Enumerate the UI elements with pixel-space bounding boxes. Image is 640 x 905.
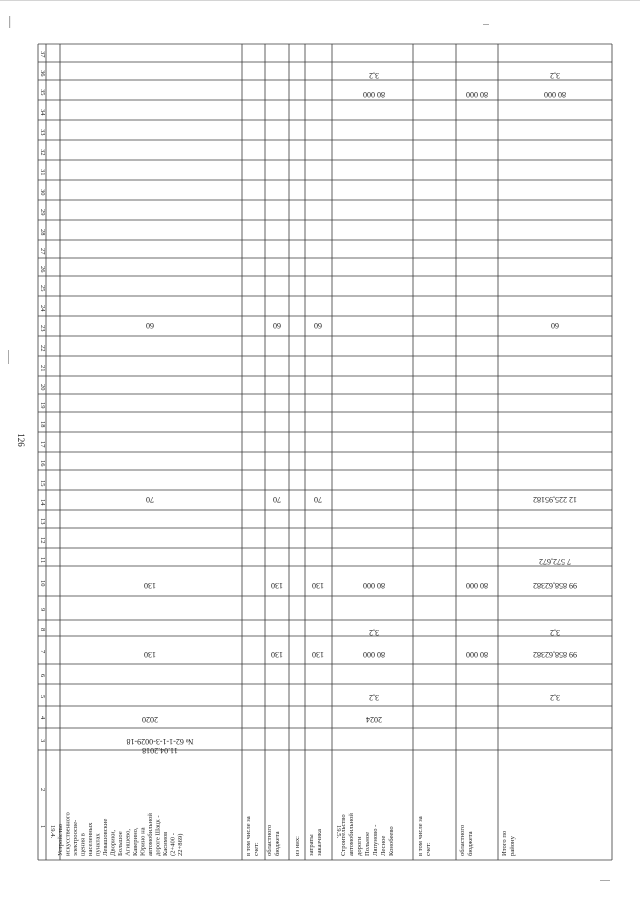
value-cell: 130 <box>271 581 283 590</box>
column-number: 26 <box>39 266 46 273</box>
column-number: 15 <box>39 480 46 487</box>
column-number: 35 <box>39 89 46 96</box>
value-cell: 80 000 <box>544 90 566 99</box>
row-label: из них: <box>294 836 301 856</box>
column-number: 11 <box>39 557 46 564</box>
row-label: областного бюджета <box>459 824 474 856</box>
column-number: 12 <box>39 537 46 544</box>
value-cell: 3,2 <box>369 71 379 80</box>
table-row-19-5 <box>335 71 395 856</box>
value-cell: 99 858,62382 <box>533 581 577 590</box>
column-number: 2 <box>39 788 46 792</box>
table-grid <box>38 44 612 860</box>
column-number: 30 <box>39 189 46 196</box>
value-cell: 60 <box>551 321 559 330</box>
table-row-district-total <box>501 71 577 856</box>
year-cell: 2020 <box>142 715 158 724</box>
column-number: 20 <box>39 384 46 391</box>
document-date: 11.04.2018 <box>142 746 178 755</box>
row-label: областного бюджета <box>266 824 281 856</box>
page-number: 126 <box>16 433 26 447</box>
column-number: 28 <box>39 229 46 236</box>
table-row-19-4-including <box>245 815 260 856</box>
scan-speck <box>600 880 610 881</box>
table-row-19-5-including <box>417 815 432 856</box>
column-number: 16 <box>39 460 46 467</box>
column-number: 32 <box>39 149 46 156</box>
value-cell: 80 000 <box>466 581 488 590</box>
column-number: 36 <box>39 70 46 77</box>
document-number: № 62-1-1-3-0029-18 <box>126 737 194 746</box>
column-number: 22 <box>39 345 46 352</box>
column-number: 9 <box>39 608 46 612</box>
year-cell: 2024 <box>366 715 382 724</box>
value-cell: 70 <box>314 495 322 504</box>
value-cell: 70 <box>273 495 281 504</box>
column-number: 24 <box>39 305 46 312</box>
row-label: Итого по району <box>501 830 516 856</box>
column-number: 27 <box>39 248 46 255</box>
value-cell: 99 858,62382 <box>533 650 577 659</box>
scan-speck <box>483 24 489 25</box>
value-cell: 3,2 <box>550 693 560 702</box>
column-number: 13 <box>39 518 46 525</box>
row-label: в том числе за счет: <box>417 816 432 856</box>
item-name: Устройство искусственного электроосве- щения в населенных пунктах Левашовские Дворики, Большое Агишево, Каверино, Юрино на автомобильной дороге Шацк - Касимов (2+400 - 22+869) <box>57 812 184 856</box>
value-cell: 130 <box>312 581 324 590</box>
column-number: 31 <box>39 169 46 176</box>
column-number: 17 <box>39 441 46 448</box>
value-cell: 70 <box>146 495 154 504</box>
value-cell: 3,2 <box>550 71 560 80</box>
column-number: 18 <box>39 421 46 428</box>
column-number: 21 <box>39 365 46 372</box>
row-number: 19.5. <box>335 825 342 839</box>
column-number: 23 <box>39 325 46 332</box>
scan-speck <box>8 350 9 364</box>
value-cell: 3,2 <box>369 628 379 637</box>
table-row-19-4-customer-costs <box>308 321 324 856</box>
value-cell: 7 572,672 <box>539 557 571 566</box>
value-cell: 60 <box>273 321 281 330</box>
column-number: 1 <box>39 825 46 829</box>
scan-speck <box>9 16 10 28</box>
column-number: 29 <box>39 209 46 216</box>
column-number: 10 <box>39 580 46 587</box>
column-number: 3 <box>39 739 46 743</box>
value-cell: 80 000 <box>363 650 385 659</box>
column-number: 34 <box>39 109 46 116</box>
table-row-19-5-regional-budget <box>459 90 488 856</box>
column-number: 19 <box>39 402 46 409</box>
row-number: 19.4. <box>49 825 56 839</box>
item-name: Строительство автомобильной дороги Польное Ляпуново - Лесное Конобеево <box>340 813 395 856</box>
value-cell: 60 <box>146 321 154 330</box>
value-cell: 80 000 <box>466 650 488 659</box>
value-cell: 3,2 <box>550 628 560 637</box>
table-row-19-4-of-them <box>294 836 301 856</box>
column-number: 8 <box>39 628 46 632</box>
value-cell: 80 000 <box>363 581 385 590</box>
column-number: 7 <box>39 650 46 654</box>
value-cell: 3,2 <box>369 693 379 702</box>
table-row-19-4-regional-budget <box>266 321 283 856</box>
value-cell: 80 000 <box>466 90 488 99</box>
value-cell: 60 <box>314 321 322 330</box>
row-label: в том числе за счет: <box>245 816 260 856</box>
row-label: затраты заказчика <box>308 829 323 856</box>
value-cell: 130 <box>271 650 283 659</box>
column-number-header <box>39 51 46 828</box>
column-number: 6 <box>39 674 46 678</box>
column-number: 5 <box>39 695 46 699</box>
value-cell: 12 225,95182 <box>533 495 577 504</box>
column-number: 14 <box>39 499 46 506</box>
value-cell: 130 <box>144 581 156 590</box>
value-cell: 80 000 <box>363 90 385 99</box>
column-number: 25 <box>39 285 46 292</box>
column-number: 4 <box>39 716 46 720</box>
column-number: 37 <box>39 51 46 58</box>
value-cell: 130 <box>144 650 156 659</box>
table-row-19-4 <box>49 321 193 856</box>
value-cell: 130 <box>312 650 324 659</box>
column-number: 33 <box>39 129 46 136</box>
